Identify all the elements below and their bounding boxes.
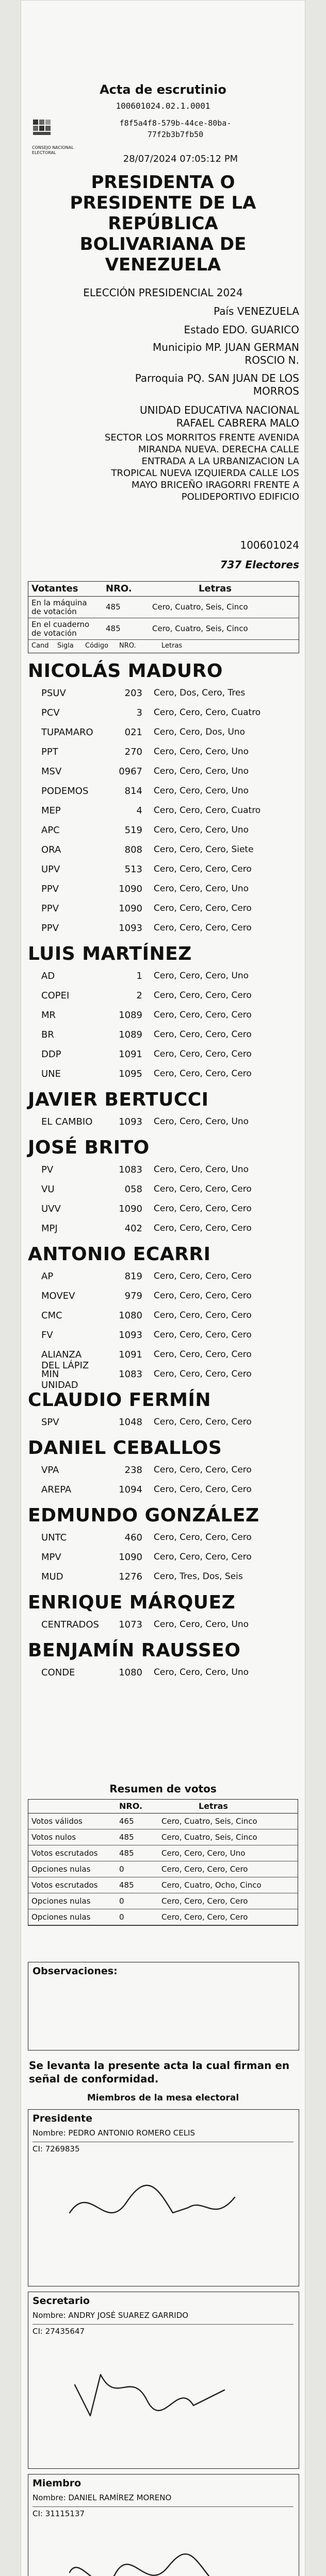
summary-row-label: Votos escrutados xyxy=(31,1880,98,1890)
parish: Parroquia PQ. SAN JUAN DE LOS MORROS xyxy=(135,372,299,397)
party-code: FV xyxy=(41,1330,53,1341)
col-nro: NRO. xyxy=(106,583,132,594)
party-code: MSV xyxy=(41,766,62,777)
members-list xyxy=(21,2109,305,2576)
voting-center-address: SECTOR LOS MORRITOS FRENTE AVENIDA MIRANDA NUEVA. DERECHA CALLE ENTRADA A LA URBANIZACION LA TROPICAL NUEVA IZQUIERDA CALLE LOS MAYO BRICEÑO IRAGORRI FRENTE A POLIDEPORTIVO EDIFICIO xyxy=(104,432,299,502)
candidate-subheader xyxy=(28,640,299,652)
party-code: COPEI xyxy=(41,990,70,1001)
member-id: CI: 31115137 xyxy=(32,2506,294,2518)
party-votes: 1276 xyxy=(119,1571,142,1582)
col-votantes: Votantes xyxy=(31,583,78,594)
party-votes: 203 xyxy=(124,688,142,699)
party-votes: 808 xyxy=(124,844,142,855)
voting-center-code: 100601024 xyxy=(240,539,299,551)
summary-row xyxy=(28,1893,298,1909)
party-votes-words: Cero, Cero, Cero, Uno xyxy=(154,1116,249,1127)
heading-line: PRESIDENTE DE LA xyxy=(70,193,256,213)
summary-row-nro: 485 xyxy=(119,1833,134,1842)
member-id: CI: 27435647 xyxy=(32,2324,294,2336)
party-code: CENTRADOS xyxy=(41,1619,99,1630)
party-code: MR xyxy=(41,1010,56,1021)
summary-col-letras: Letras xyxy=(199,1801,228,1811)
party-code: APC xyxy=(41,825,60,836)
summary-col-nro: NRO. xyxy=(119,1801,143,1811)
members-header: Miembros de la mesa electoral xyxy=(87,2093,239,2103)
summary-row-nro: 0 xyxy=(119,1912,124,1922)
party-votes: 3 xyxy=(136,707,142,718)
party-row xyxy=(21,1345,305,1371)
party-votes-words: Cero, Cero, Cero, Cero xyxy=(154,923,252,933)
party-row xyxy=(21,1286,305,1306)
party-votes-words: Cero, Cero, Cero, Cero xyxy=(154,864,252,874)
party-code: SPV xyxy=(41,1417,59,1428)
party-votes-words: Cero, Cero, Cero, Uno xyxy=(154,766,249,776)
party-code: PPT xyxy=(41,747,58,757)
sub-sigla: Sigla xyxy=(57,642,74,650)
sub-letras: Letras xyxy=(161,642,183,650)
party-code: PODEMOS xyxy=(41,786,89,796)
party-row xyxy=(21,742,305,762)
party-votes-words: Cero, Cero, Cero, Cero xyxy=(154,1552,252,1562)
summary-row-letras: Cero, Cero, Cero, Cero xyxy=(161,1912,248,1922)
signature xyxy=(59,2541,276,2576)
summary-row xyxy=(28,1861,298,1877)
party-votes-words: Cero, Cero, Cero, Cero xyxy=(154,1223,252,1233)
summary-row-label: Votos escrutados xyxy=(31,1849,98,1858)
summary-row xyxy=(28,1829,298,1845)
party-votes-words: Cero, Cero, Cero, Cero xyxy=(154,1532,252,1543)
party-votes-words: Cero, Cero, Cero, Cero xyxy=(154,903,252,913)
party-row xyxy=(21,1615,305,1635)
party-code: DDP xyxy=(41,1049,61,1060)
summary-row xyxy=(28,1909,298,1925)
voters-row-nro: 485 xyxy=(106,602,121,612)
party-votes: 1083 xyxy=(119,1164,142,1175)
party-code: AP xyxy=(41,1271,54,1282)
voters-row xyxy=(28,619,299,640)
party-row xyxy=(21,1663,305,1683)
party-votes: 1090 xyxy=(119,1204,142,1214)
party-row xyxy=(21,684,305,703)
voters-row-label: En la máquina de votación xyxy=(31,598,87,616)
party-code: UPV xyxy=(41,864,60,875)
candidate-name: CLAUDIO FERMÍN xyxy=(28,1389,211,1411)
party-votes-words: Cero, Cero, Cero, Uno xyxy=(154,825,249,835)
party-votes-words: Cero, Cero, Cero, Cero xyxy=(154,990,252,1001)
party-row xyxy=(21,1064,305,1084)
party-row xyxy=(21,1567,305,1587)
member-role: Secretario xyxy=(32,2295,90,2307)
party-votes: 1091 xyxy=(119,1349,142,1360)
candidate-section xyxy=(21,1437,305,1500)
party-votes-words: Cero, Cero, Cero, Cero xyxy=(154,1049,252,1059)
candidate-name: ANTONIO ECARRI xyxy=(28,1244,211,1265)
party-votes: 819 xyxy=(124,1271,142,1282)
party-row xyxy=(21,840,305,860)
summary-row-nro: 465 xyxy=(119,1817,134,1826)
party-row xyxy=(21,1528,305,1548)
party-votes-words: Cero, Cero, Cero, Cero xyxy=(154,1330,252,1340)
member-role: Presidente xyxy=(32,2113,92,2124)
member-name: Nombre: DANIEL RAMÍREZ MORENO xyxy=(32,2493,172,2502)
party-code: AD xyxy=(41,971,55,981)
party-votes: 1 xyxy=(136,971,142,981)
party-code: VU xyxy=(41,1184,55,1195)
party-row xyxy=(21,986,305,1006)
heading-line: PRESIDENTA O xyxy=(91,172,235,193)
party-row xyxy=(21,1219,305,1239)
party-votes-words: Cero, Cero, Cero, Cero xyxy=(154,1349,252,1360)
party-votes-words: Cero, Cero, Cero, Cero xyxy=(154,1291,252,1301)
party-row xyxy=(21,723,305,742)
party-row xyxy=(21,1413,305,1432)
observations-label: Observaciones: xyxy=(32,1965,118,1977)
candidate-section xyxy=(21,1640,305,1683)
party-votes: 021 xyxy=(124,727,142,738)
candidate-name: DANIEL CEBALLOS xyxy=(28,1437,222,1459)
voters-header xyxy=(28,582,299,597)
tally-sheet xyxy=(21,0,305,2576)
summary-row-letras: Cero, Cero, Cero, Cero xyxy=(161,1896,248,1906)
candidate-section xyxy=(21,1505,305,1587)
party-votes-words: Cero, Cero, Cero, Uno xyxy=(154,1619,249,1630)
sub-nro: NRO. xyxy=(119,642,136,650)
party-votes: 460 xyxy=(124,1532,142,1543)
candidate-section xyxy=(21,1089,305,1132)
party-votes: 1089 xyxy=(119,1029,142,1040)
party-votes: 4 xyxy=(136,805,142,816)
summary-row-letras: Cero, Cero, Cero, Cero xyxy=(161,1865,248,1874)
party-votes-words: Cero, Cero, Cero, Uno xyxy=(154,747,249,757)
party-votes: 1090 xyxy=(119,903,142,914)
summary-row-label: Votos válidos xyxy=(31,1817,83,1826)
party-code: ORA xyxy=(41,844,61,855)
party-votes: 402 xyxy=(124,1223,142,1234)
party-code: MIN UNIDAD xyxy=(41,1369,78,1391)
party-votes-words: Cero, Cero, Cero, Uno xyxy=(154,971,249,981)
party-row xyxy=(21,1180,305,1199)
summary-header xyxy=(28,1800,298,1814)
voters-row-nro: 485 xyxy=(106,624,121,633)
sub-codigo: Código xyxy=(85,642,109,650)
member-name: Nombre: ANDRY JOSÉ SUAREZ GARRIDO xyxy=(32,2311,189,2320)
summary-section xyxy=(28,1783,298,1926)
candidate-name: ENRIQUE MÁRQUEZ xyxy=(28,1592,236,1613)
party-code: PSUV xyxy=(41,688,66,699)
party-row xyxy=(21,1112,305,1132)
candidate-name: EDMUNDO GONZÁLEZ xyxy=(28,1505,259,1526)
party-code: UNTC xyxy=(41,1532,67,1543)
member-block xyxy=(28,2474,299,2576)
party-votes: 1091 xyxy=(119,1049,142,1060)
party-code: PPV xyxy=(41,903,59,914)
candidate-name: JOSÉ BRITO xyxy=(28,1137,150,1158)
party-votes-words: Cero, Cero, Cero, Cero xyxy=(154,1204,252,1214)
acta-title: Acta de escrutinio xyxy=(100,82,226,97)
party-votes: 270 xyxy=(124,747,142,757)
party-row xyxy=(21,762,305,782)
heading-line: VENEZUELA xyxy=(105,255,221,275)
member-role: Miembro xyxy=(32,2478,82,2489)
party-votes-words: Cero, Cero, Cero, Uno xyxy=(154,884,249,894)
candidate-name: LUIS MARTÍNEZ xyxy=(28,943,192,964)
party-votes-words: Cero, Cero, Cero, Cero xyxy=(154,1271,252,1281)
summary-row xyxy=(28,1845,298,1861)
party-votes-words: Cero, Cero, Cero, Cuatro xyxy=(154,707,261,718)
member-block xyxy=(28,2109,299,2286)
candidate-results xyxy=(21,655,305,1778)
municipality: Municipio MP. JUAN GERMAN ROSCIO N. xyxy=(153,341,299,366)
party-row xyxy=(21,1006,305,1025)
party-votes: 1048 xyxy=(119,1417,142,1428)
party-votes: 1089 xyxy=(119,1010,142,1021)
party-votes: 519 xyxy=(124,825,142,836)
party-votes: 238 xyxy=(124,1465,142,1476)
party-code: UNE xyxy=(41,1069,61,1079)
party-votes-words: Cero, Cero, Cero, Uno xyxy=(154,1164,249,1175)
party-votes-words: Cero, Cero, Cero, Cero xyxy=(154,1310,252,1320)
party-row xyxy=(21,1267,305,1286)
party-code: EL CAMBIO xyxy=(41,1116,93,1127)
party-row xyxy=(21,1160,305,1180)
party-row xyxy=(21,1480,305,1500)
party-votes: 0967 xyxy=(119,766,142,777)
party-votes-words: Cero, Cero, Cero, Cero xyxy=(154,1010,252,1020)
party-row xyxy=(21,860,305,879)
voting-center-name: UNIDAD EDUCATIVA NACIONAL RAFAEL CABRERA MALO xyxy=(140,404,299,429)
summary-row-label: Opciones nulas xyxy=(31,1896,91,1906)
summary-row-letras: Cero, Cuatro, Seis, Cinco xyxy=(161,1817,257,1826)
summary-row-nro: 485 xyxy=(119,1880,134,1890)
candidate-name: NICOLÁS MADURO xyxy=(28,660,223,682)
summary-row xyxy=(28,1814,298,1829)
party-votes-words: Cero, Cero, Cero, Cuatro xyxy=(154,805,261,816)
party-row xyxy=(21,1548,305,1567)
party-votes: 1095 xyxy=(119,1069,142,1079)
party-row xyxy=(21,879,305,899)
candidate-name: JAVIER BERTUCCI xyxy=(28,1089,209,1110)
party-votes: 513 xyxy=(124,864,142,875)
party-code: MPV xyxy=(41,1552,61,1563)
party-votes: 1080 xyxy=(119,1667,142,1678)
signature xyxy=(59,2177,276,2254)
party-row xyxy=(21,821,305,840)
party-row xyxy=(21,1326,305,1345)
party-code: PPV xyxy=(41,923,59,934)
party-votes-words: Cero, Cero, Cero, Cero xyxy=(154,1465,252,1475)
registered-electors: 737 Electores xyxy=(220,558,299,571)
col-letras: Letras xyxy=(199,583,232,594)
summary-row-nro: 0 xyxy=(119,1865,124,1874)
party-votes: 1083 xyxy=(119,1369,142,1380)
party-votes-words: Cero, Cero, Cero, Cero xyxy=(154,1369,252,1379)
party-code: PCV xyxy=(41,707,60,718)
party-votes-words: Cero, Dos, Cero, Tres xyxy=(154,688,246,698)
party-votes-words: Cero, Cero, Cero, Siete xyxy=(154,844,254,855)
party-code: MUD xyxy=(41,1571,63,1582)
summary-row-label: Opciones nulas xyxy=(31,1865,91,1874)
country: País VENEZUELA xyxy=(214,305,299,317)
acta-serial: 100601024.02.1.0001 xyxy=(116,101,210,111)
voters-row-label: En el cuaderno de votación xyxy=(31,620,90,638)
party-votes-words: Cero, Cero, Cero, Cero xyxy=(154,1484,252,1495)
summary-row-nro: 0 xyxy=(119,1896,124,1906)
member-id: CI: 7269835 xyxy=(32,2142,294,2154)
summary-row-letras: Cero, Cero, Cero, Uno xyxy=(161,1849,246,1858)
party-votes: 2 xyxy=(136,990,142,1001)
summary-row-letras: Cero, Cuatro, Ocho, Cinco xyxy=(161,1880,262,1890)
member-block xyxy=(28,2292,299,2469)
summary-row xyxy=(28,1877,298,1893)
party-votes-words: Cero, Cero, Cero, Uno xyxy=(154,786,249,796)
member-name: Nombre: PEDRO ANTONIO ROMERO CELIS xyxy=(32,2128,195,2138)
election-heading xyxy=(21,172,305,275)
candidate-section xyxy=(21,1137,305,1239)
voters-row-letras: Cero, Cuatro, Seis, Cinco xyxy=(152,602,248,612)
party-code: PV xyxy=(41,1164,54,1175)
candidate-section xyxy=(21,1592,305,1635)
party-votes: 1094 xyxy=(119,1484,142,1495)
party-votes: 1073 xyxy=(119,1619,142,1630)
party-code: CONDE xyxy=(41,1667,75,1678)
party-row xyxy=(21,703,305,723)
candidate-name: BENJAMÍN RAUSSEO xyxy=(28,1640,241,1661)
party-row xyxy=(21,1365,305,1391)
candidate-section xyxy=(21,660,305,938)
cne-logo xyxy=(31,116,62,145)
acta-hash: f8f5a4f8-579b-44ce-80ba-77f2b3b7fb50 xyxy=(119,118,232,139)
party-votes: 1093 xyxy=(119,1330,142,1341)
party-code: ALIANZA DEL LÁPIZ xyxy=(41,1349,89,1371)
state: Estado EDO. GUARICO xyxy=(184,324,299,336)
party-votes: 058 xyxy=(124,1184,142,1195)
summary-table xyxy=(28,1799,298,1926)
cne-logo-icon xyxy=(31,116,62,145)
party-code: PPV xyxy=(41,884,59,894)
party-votes-words: Cero, Cero, Cero, Cero xyxy=(154,1069,252,1079)
party-row xyxy=(21,919,305,938)
party-votes: 1093 xyxy=(119,1116,142,1127)
party-code: MEP xyxy=(41,805,61,816)
party-code: MOVEV xyxy=(41,1291,75,1301)
party-code: MPJ xyxy=(41,1223,58,1234)
cne-logo-text: CONSEJO NACIONAL ELECTORAL xyxy=(32,145,74,155)
party-row xyxy=(21,1199,305,1219)
voters-table xyxy=(28,581,299,653)
party-votes-words: Cero, Cero, Cero, Cero xyxy=(154,1029,252,1040)
acta-timestamp: 28/07/2024 07:05:12 PM xyxy=(123,154,238,164)
observations-box xyxy=(28,1962,299,2050)
party-votes-words: Cero, Cero, Cero, Cero xyxy=(154,1417,252,1427)
signature xyxy=(59,2359,276,2436)
heading-line: REPÚBLICA xyxy=(108,213,218,234)
party-code: AREPA xyxy=(41,1484,72,1495)
party-code: CMC xyxy=(41,1310,62,1321)
closing-text: Se levanta la presente acta la cual firman en señal de conformidad. xyxy=(29,2059,290,2085)
party-row xyxy=(21,1306,305,1326)
party-row xyxy=(21,899,305,919)
candidate-section xyxy=(21,1389,305,1432)
party-code: BR xyxy=(41,1029,54,1040)
voters-row-letras: Cero, Cuatro, Seis, Cinco xyxy=(152,624,248,633)
summary-row-label: Opciones nulas xyxy=(31,1912,91,1922)
sub-cand: Cand xyxy=(31,642,49,650)
voters-row xyxy=(28,597,299,618)
party-row xyxy=(21,1461,305,1480)
party-votes: 1093 xyxy=(119,923,142,934)
party-code: VPA xyxy=(41,1465,59,1476)
summary-rows xyxy=(28,1814,298,1925)
party-votes-words: Cero, Cero, Cero, Uno xyxy=(154,1667,249,1677)
summary-row-letras: Cero, Cuatro, Seis, Cinco xyxy=(161,1833,257,1842)
summary-title: Resumen de votos xyxy=(109,1783,217,1795)
party-votes: 1090 xyxy=(119,1552,142,1563)
party-row xyxy=(21,1045,305,1064)
summary-row-nro: 485 xyxy=(119,1849,134,1858)
party-votes-words: Cero, Cero, Dos, Uno xyxy=(154,727,246,737)
party-votes: 979 xyxy=(124,1291,142,1301)
party-row xyxy=(21,801,305,821)
summary-row-label: Votos nulos xyxy=(31,1833,76,1842)
party-row xyxy=(21,1025,305,1045)
candidate-section xyxy=(21,1244,305,1391)
party-row xyxy=(21,967,305,986)
candidate-section xyxy=(21,943,305,1084)
election-name: ELECCIÓN PRESIDENCIAL 2024 xyxy=(83,286,243,299)
party-code: UVV xyxy=(41,1204,61,1214)
party-votes: 1080 xyxy=(119,1310,142,1321)
party-votes: 814 xyxy=(124,786,142,796)
party-votes: 1090 xyxy=(119,884,142,894)
party-row xyxy=(21,782,305,801)
party-votes-words: Cero, Tres, Dos, Seis xyxy=(154,1571,243,1582)
party-code: TUPAMARO xyxy=(41,727,93,738)
party-votes-words: Cero, Cero, Cero, Cero xyxy=(154,1184,252,1194)
heading-line: BOLIVARIANA DE xyxy=(79,234,247,255)
